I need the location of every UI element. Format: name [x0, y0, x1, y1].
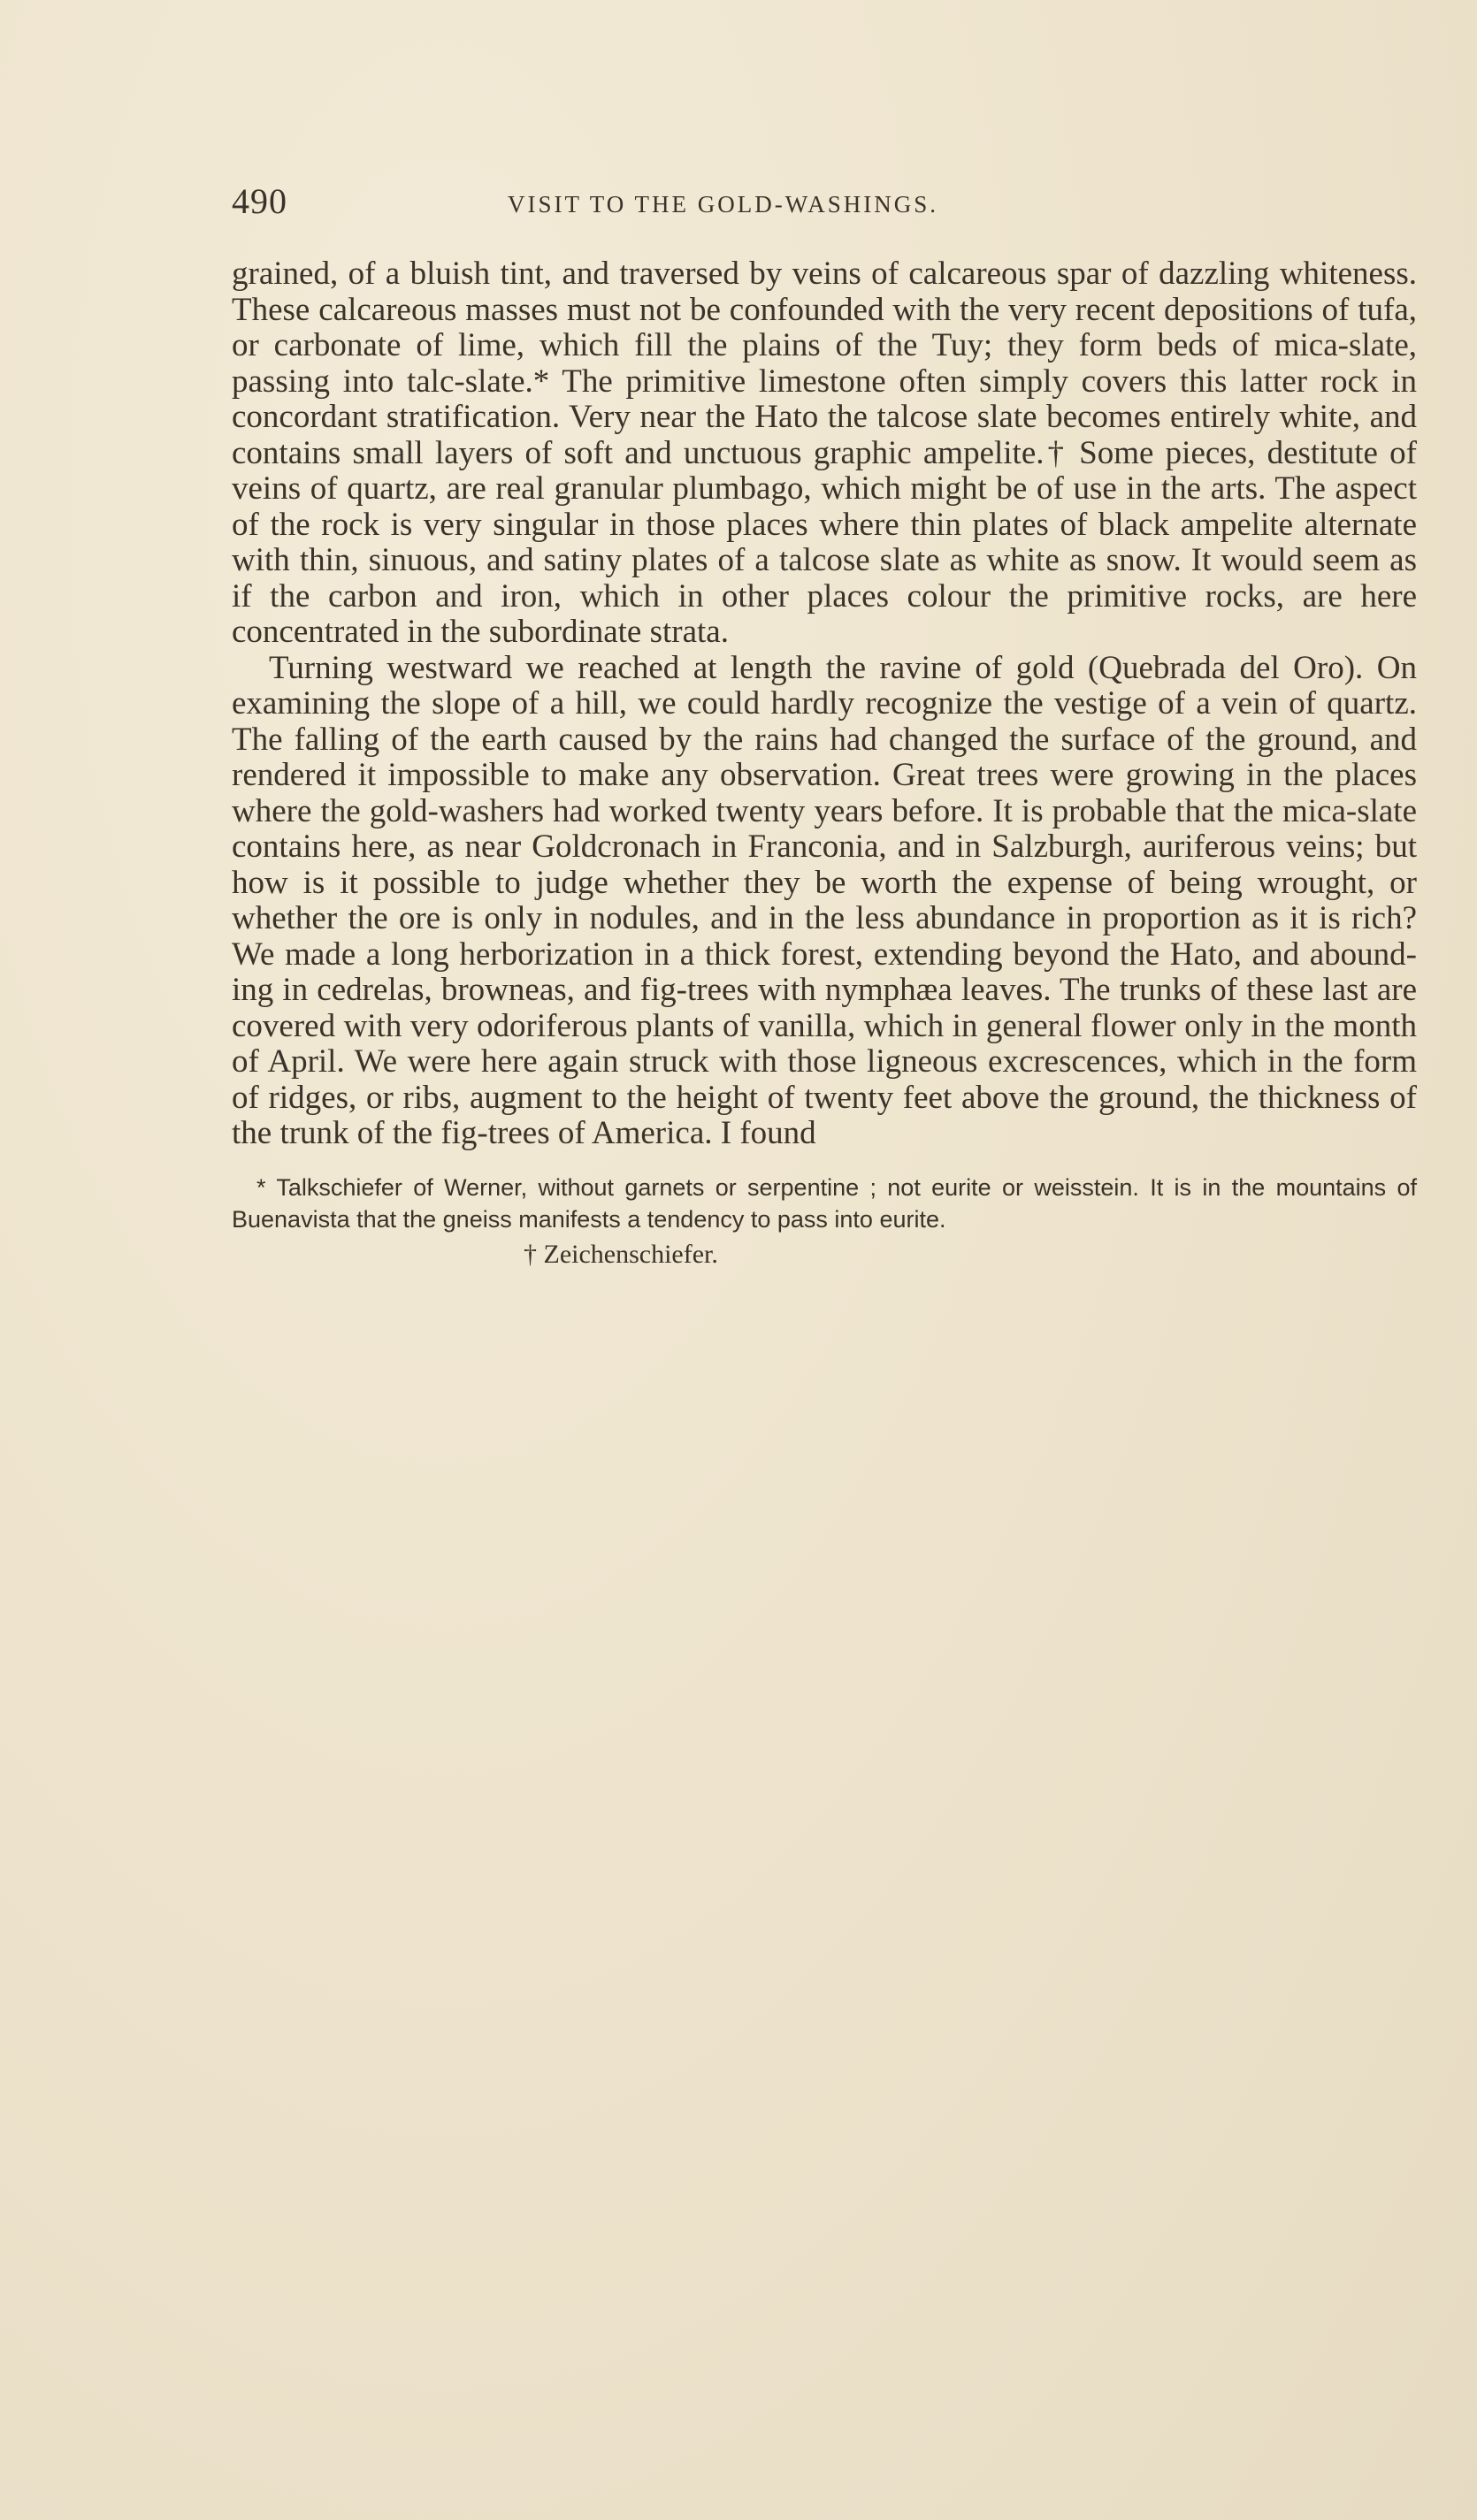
book-page [232, 177, 1417, 1271]
footnotes [232, 1172, 1417, 1271]
body-text [232, 256, 1417, 1152]
footnote-talkschiefer: * Talkschiefer of Werner, without garnets or serpentine ; not eurite or weisstein. It is in the mountains of Buenavista that the gneiss manifests a tendency to pass into eurite. [232, 1173, 1417, 1233]
paragraph-1: grained, of a bluish tint, and traversed by veins of calcareous spar of dazzling whiteness. These calcareous masses must not be confounded with the very recent depositions of tufa, or carbonate of lime, which fill the plains of the Tuy; they form beds of mica-slate, passing into talc-slate.* The primitive limestone often simply covers this latter rock in concordant stratification. Very near the Hato the talcose slate becomes entirely white, and contains small layers of soft and unctuous graphic ampelite.† Some pieces, destitute of veins of quartz, are real granular plumbago, which might be of use in the arts. The aspect of the rock is very singular in those places where thin plates of black ampelite alternate with thin, sinuous, and satiny plates of a talcose slate as white as snow. It would seem as if the carbon and iron, which in other places colour the primitive rocks, are here concentrated in the subordinate strata. [232, 256, 1417, 650]
footnote-zeichenschiefer: † Zeichenschiefer. [524, 1239, 718, 1269]
paragraph-2: Turning westward we reached at length the ravine of gold (Quebrada del Oro). On examining the slope of a hill, we could hardly recognize the vestige of a vein of quartz. The falling of the earth caused by the rains had changed the surface of the ground, and rendered it impossible to make any observation. Great trees were growing in the places where the gold-washers had worked twenty years before. It is probable that the mica-slate contains here, as near Goldcronach in Franconia, and in Salzburgh, auriferous veins; but how is it possible to judge whether they be worth the expense of being wrought, or whether the ore is only in nodules, and in the less abundance in proportion as it is rich? We made a long herborization in a thick forest, extending beyond the Hato, and abounding in cedrelas, browneas, and fig-trees with nymphæa leaves. The trunks of these last are covered with very odoriferous plants of vanilla, which in general flower only in the month of April. We were here again struck with those ligneous excrescences, which in the form of ridges, or ribs, augment to the height of twenty feet above the ground, the thickness of the trunk of the fig-trees of America. I found [232, 649, 1417, 1151]
running-title: VISIT TO THE GOLD-WASHINGS. [508, 191, 939, 218]
page-number: 490 [232, 181, 287, 221]
running-head [232, 177, 1417, 239]
